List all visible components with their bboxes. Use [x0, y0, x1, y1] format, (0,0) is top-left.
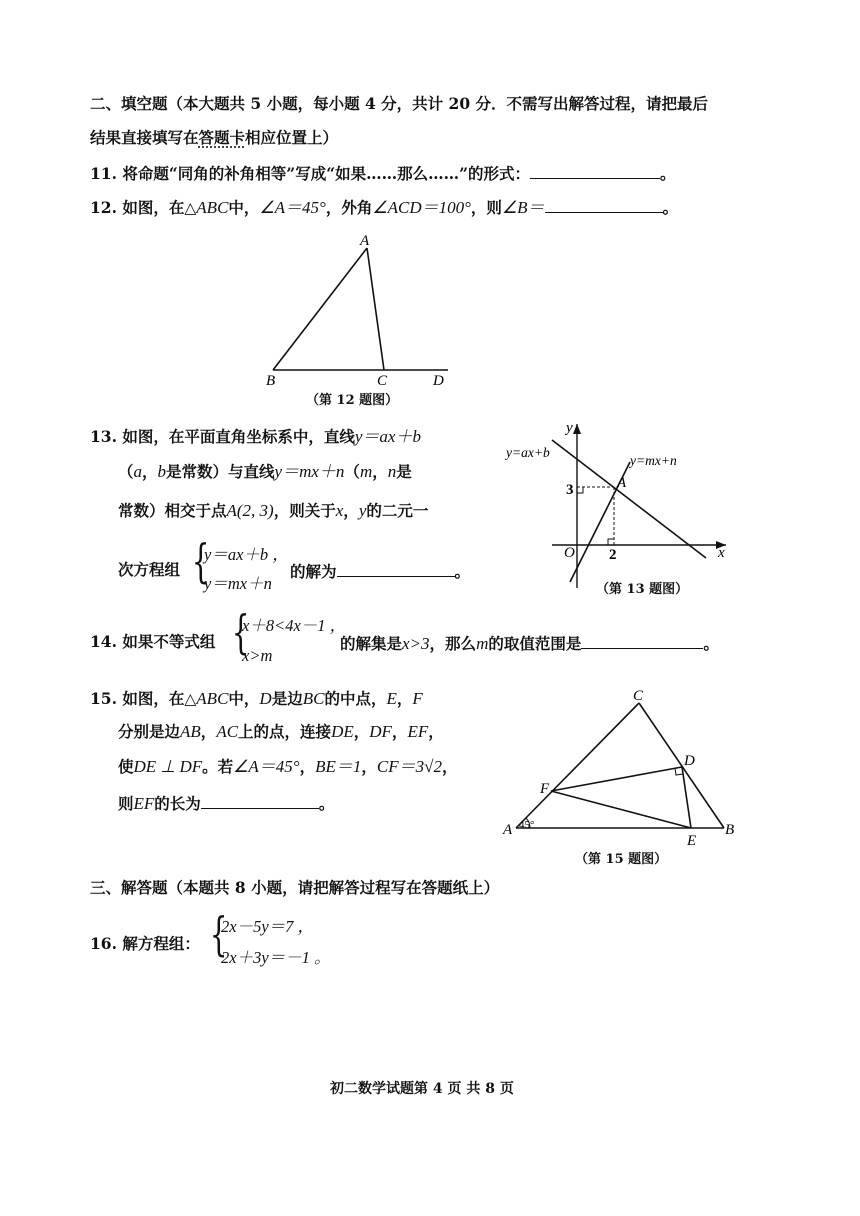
question-15-line2: 分别是边AB，AC上的点，连接DE，DF，EF， [118, 722, 444, 741]
question-13-line3: 常数）相交于点A(2, 3)，则关于x，y的二元一 [118, 501, 429, 520]
label-line-mn: y=mx+n [630, 453, 677, 468]
question-15-line1: 15. 如图，在△ABC中，D是边BC的中点，E，F [90, 689, 423, 708]
label-D: D [433, 373, 444, 389]
question-12: 12. 如图，在△ABC中，∠A＝45°，外角∠ACD＝100°，则∠B＝ 。 [90, 198, 679, 217]
question-13-line4-tail: 的解为 。 [290, 562, 471, 581]
question-13-line2: （a，b是常数）与直线y＝mx＋n（m，n是 [118, 462, 412, 481]
label-A: A [503, 822, 513, 838]
label-x-axis: x [718, 545, 725, 561]
question-11: 11. 将命题“同角的补角相等”写成“如果……那么……”的形式： 。 [90, 164, 676, 183]
label-tick-3: 3 [566, 482, 574, 498]
question-15-line3: 使DE ⊥ DF。若∠A＝45°，BE＝1，CF＝3√2， [118, 757, 458, 776]
figure-13-caption: （第 13 题图） [596, 582, 689, 597]
label-angle-45: 45° [519, 819, 535, 831]
section2-header-line2: 结果直接填写在答题卡相应位置上） [90, 128, 339, 147]
question-16-head: 16. 解方程组： [90, 934, 200, 953]
equation-brace: { [209, 907, 228, 961]
label-y-axis: y [566, 420, 573, 436]
label-B: B [725, 822, 735, 838]
section2-header-line1: 二、填空题（本大题共 5 小题，每小题 4 分，共计 20 分．不需写出解答过程，请把最后 [90, 94, 709, 113]
question-text: 将命题“同角的补角相等”写成“如果……那么……”的形式： [122, 164, 531, 183]
question-13-line1: 13. 如图，在平面直角坐标系中，直线y＝ax＋b [90, 427, 421, 446]
equation-1: 2x－5y＝7 ， [221, 917, 315, 936]
question-13-line4-label: 次方程组 [118, 560, 181, 579]
answer-card-emphasis: 答题卡 [198, 128, 246, 147]
question-number: 11. [90, 164, 117, 183]
system-eq-2: y＝mx＋n [204, 574, 272, 593]
inequality-1: x＋8<4x－1 ， [242, 616, 347, 635]
label-line-ab: y=ax+b [506, 445, 550, 460]
label-D: D [684, 753, 695, 769]
question-14-tail: 的解集是x>3，那么m的取值范围是 。 [340, 634, 719, 653]
label-point-A: A [617, 475, 627, 491]
equation-2: 2x＋3y＝－1 。 [221, 948, 331, 967]
label-C: C [633, 688, 644, 704]
section3-header: 三、解答题（本题共 8 小题，请把解答过程写在答题纸上） [90, 878, 500, 897]
figure-15-caption: （第 15 题图） [575, 852, 668, 867]
inequality-brace: { [231, 605, 250, 659]
label-tick-2: 2 [609, 547, 617, 563]
figure-12-caption: （第 12 题图） [306, 393, 399, 408]
label-A: A [360, 233, 370, 249]
question-15-line4: 则EF的长为 。 [118, 794, 335, 813]
equation-brace: { [191, 534, 210, 588]
label-origin: O [564, 545, 575, 561]
page-footer: 初二数学试题第 4 页 共 8 页 [330, 1081, 514, 1097]
question-14-head: 14. 如果不等式组 [90, 632, 216, 651]
label-F: F [540, 781, 550, 797]
label-C: C [377, 373, 388, 389]
label-E: E [687, 833, 697, 849]
system-eq-1: y＝ax＋b ， [204, 545, 289, 564]
inequality-2: x>m [242, 646, 273, 665]
label-B: B [266, 373, 276, 389]
